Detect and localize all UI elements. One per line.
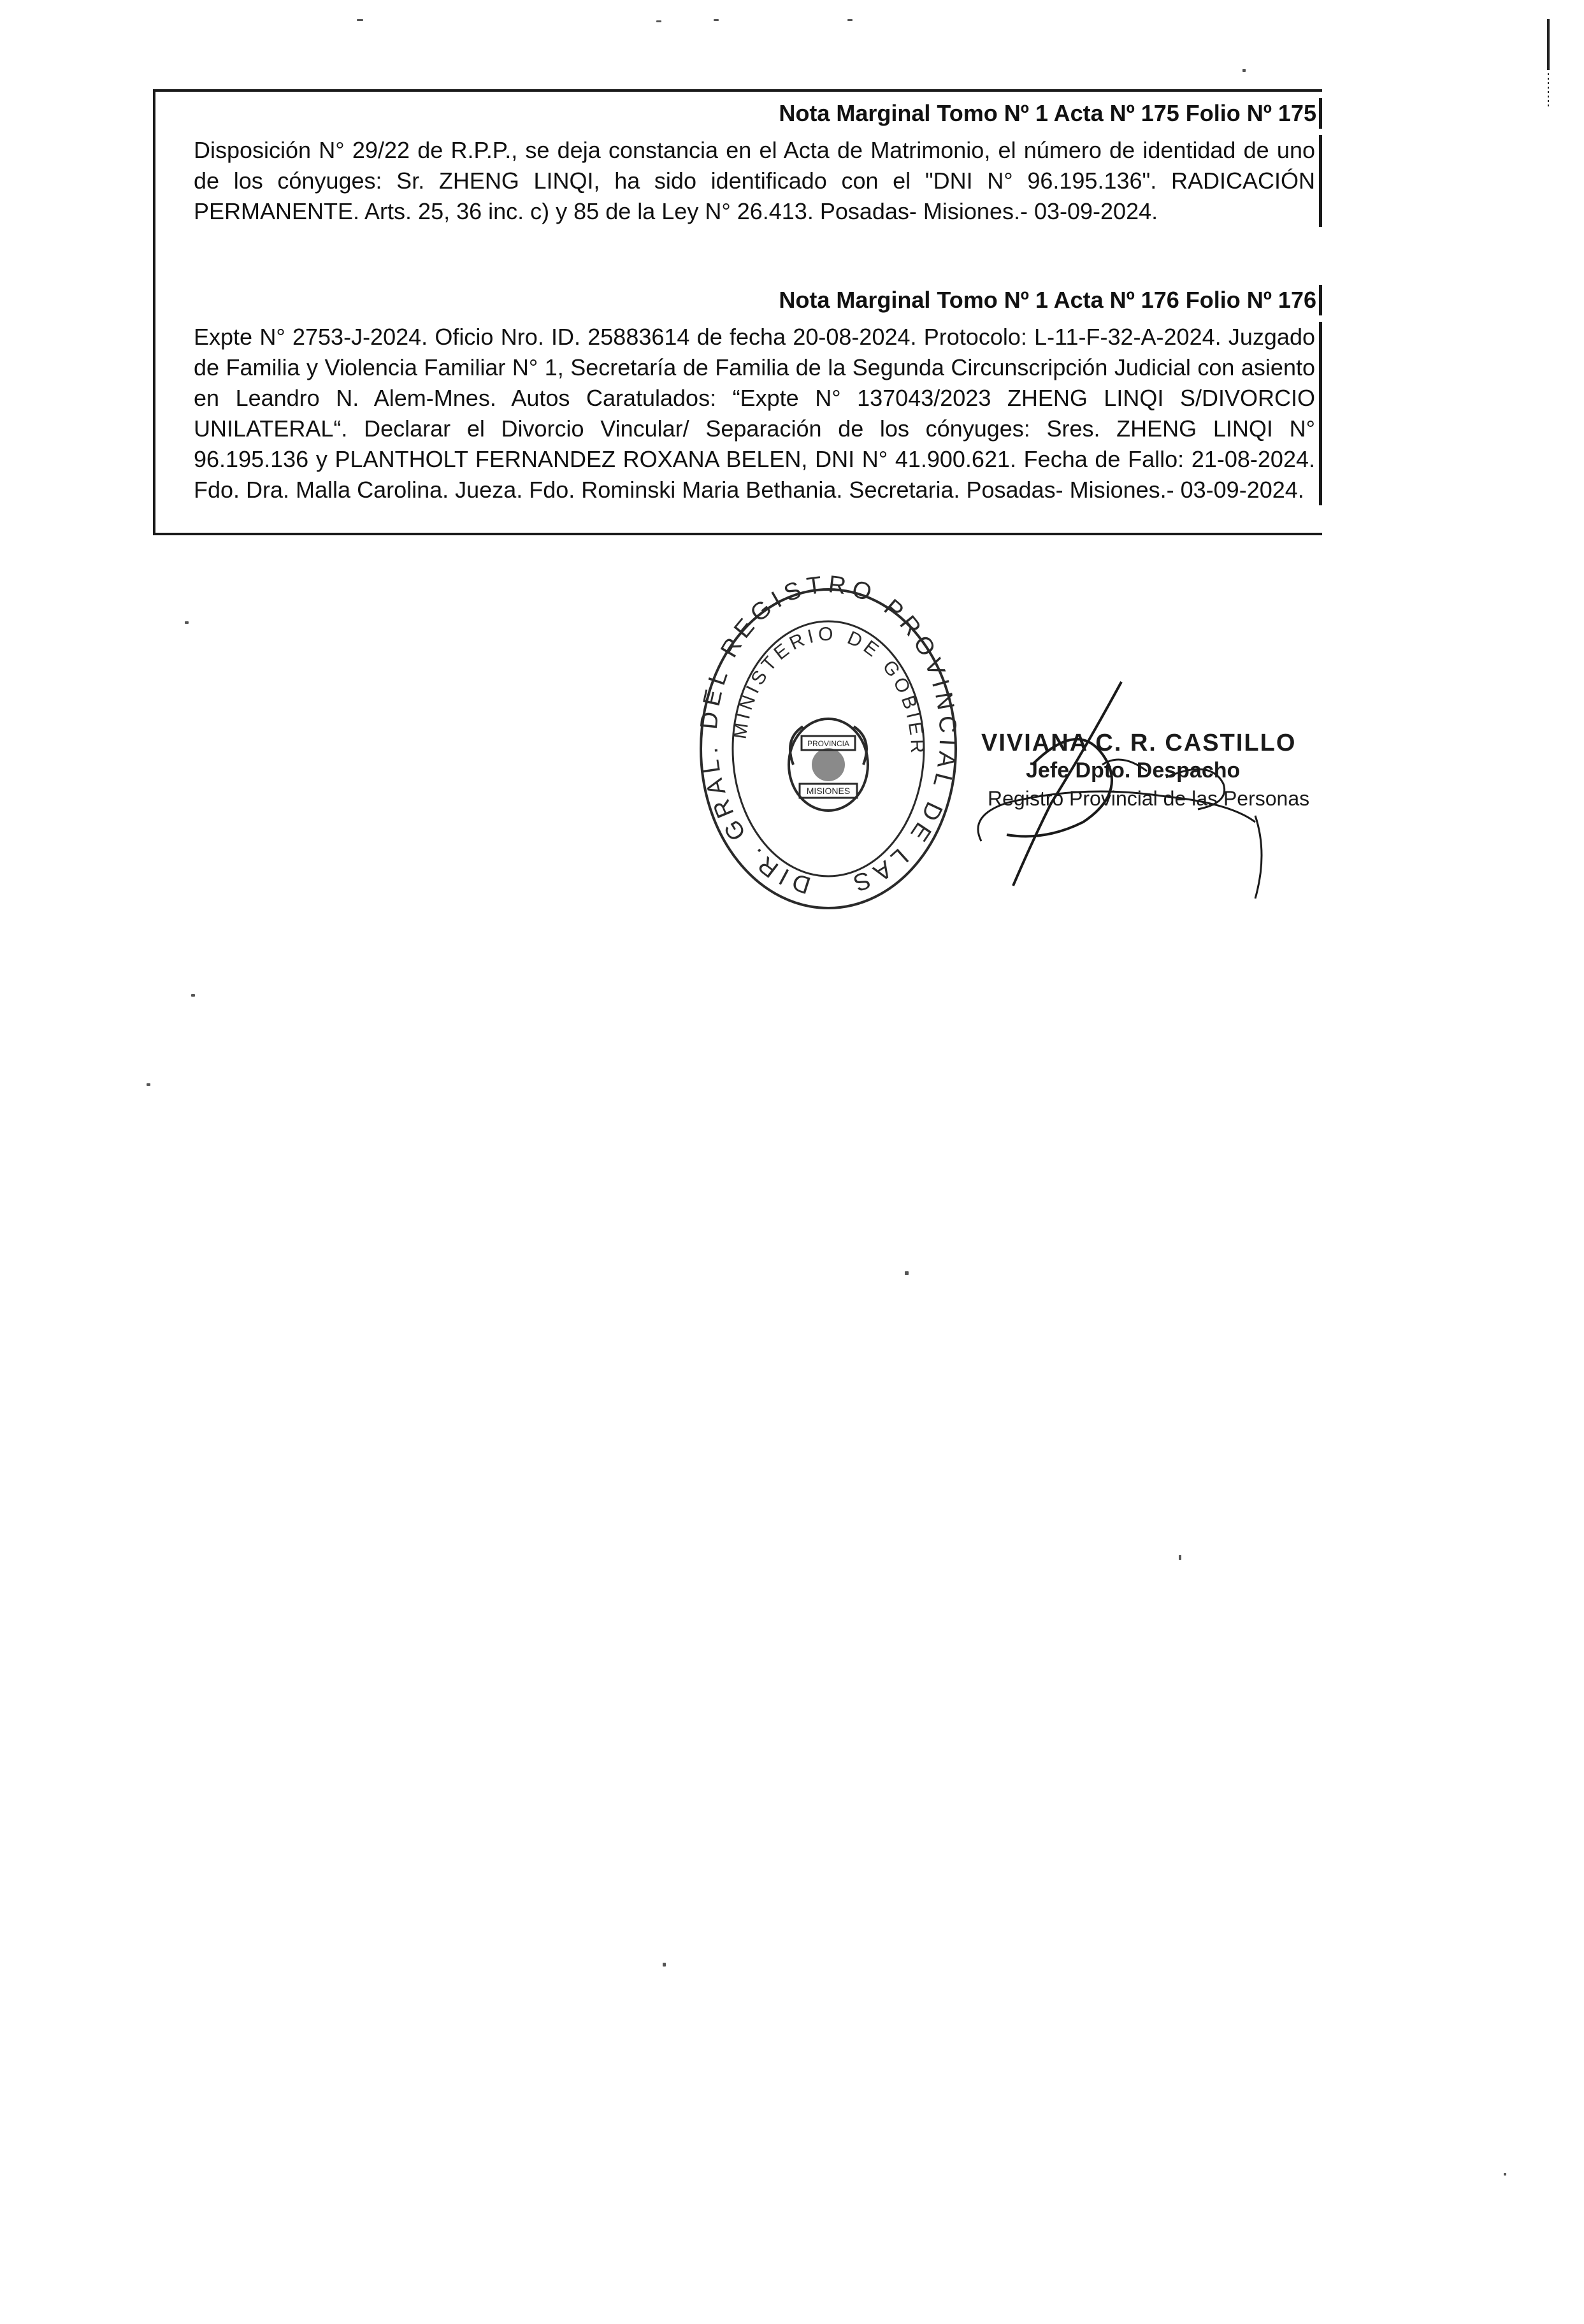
scan-speck (847, 19, 853, 21)
seal-inner-text: MINISTERIO DE GOBIER (729, 623, 928, 758)
scan-speck (1179, 1555, 1181, 1560)
scan-speck (185, 621, 189, 624)
marginal-note-176 (194, 285, 1322, 505)
scan-speck (1242, 69, 1246, 72)
signer-name: VIVIANA C. R. CASTILLO (981, 730, 1297, 756)
margin-mark (1545, 19, 1552, 108)
scan-speck (1504, 2173, 1506, 2176)
note-title: Nota Marginal Tomo Nº 1 Acta Nº 176 Folio Nº 176 (194, 285, 1322, 315)
seal-outer-text: DIR. GRAL. DEL REGISTRO PROVINCIAL DE LAS (695, 574, 961, 899)
signer-office: Registro Provincial de las Personas (988, 787, 1310, 810)
marginal-notes-box (153, 89, 1322, 535)
official-seal-stamp (682, 574, 975, 930)
marginal-note-175 (194, 98, 1322, 227)
scan-speck (663, 1963, 666, 1967)
note-body: Disposición N° 29/22 de R.P.P., se deja constancia en el Acta de Matrimonio, el número de identidad de uno de los cónyuges: Sr. ZHENG LINQI, ha sido identificado con el "DNI N° 96.195.136". RADICACIÓN PERMANENTE. Arts. 25, 36 inc. c) y 85 de la Ley N° 26.413. Posadas- Misiones.- 03-09-2024. (194, 135, 1322, 227)
scan-speck (714, 19, 719, 21)
note-title: Nota Marginal Tomo Nº 1 Acta Nº 175 Folio Nº 175 (194, 98, 1322, 129)
emblem-top-text: PROVINCIA (807, 739, 850, 748)
signer-role: Jefe Dpto. Despacho (1026, 758, 1241, 783)
provincial-emblem-icon (789, 719, 868, 811)
emblem-bottom-text: MISIONES (806, 786, 851, 796)
scan-speck (191, 994, 195, 997)
signature-block (956, 675, 1310, 905)
seal-graphic (682, 574, 975, 930)
note-body: Expte N° 2753-J-2024. Oficio Nro. ID. 25883614 de fecha 20-08-2024. Protocolo: L-11-F-32-A-2024. Juzgado de Familia y Violencia Familiar N° 1, Secretaría de Familia de la Segunda Circunscripción Judicial con asiento en Leandro N. Alem-Mnes. Autos Caratulados: “Expte N° 137043/2023 ZHENG LINQI S/DIVORCIO UNILATERAL“. Declarar el Divorcio Vincular/ Separación de los cónyuges: Sres. ZHENG LINQI N° 96.195.136 y PLANTHOLT FERNANDEZ ROXANA BELEN, DNI N° 41.900.621. Fecha de Fallo: 21-08-2024. Fdo. Dra. Malla Carolina. Jueza. Fdo. Rominski Maria Bethania. Secretaria. Posadas- Misiones.- 03-09-2024. (194, 322, 1322, 505)
scan-speck (905, 1271, 909, 1275)
scan-speck (357, 19, 363, 21)
scan-speck (147, 1083, 150, 1086)
scan-speck (656, 20, 661, 22)
